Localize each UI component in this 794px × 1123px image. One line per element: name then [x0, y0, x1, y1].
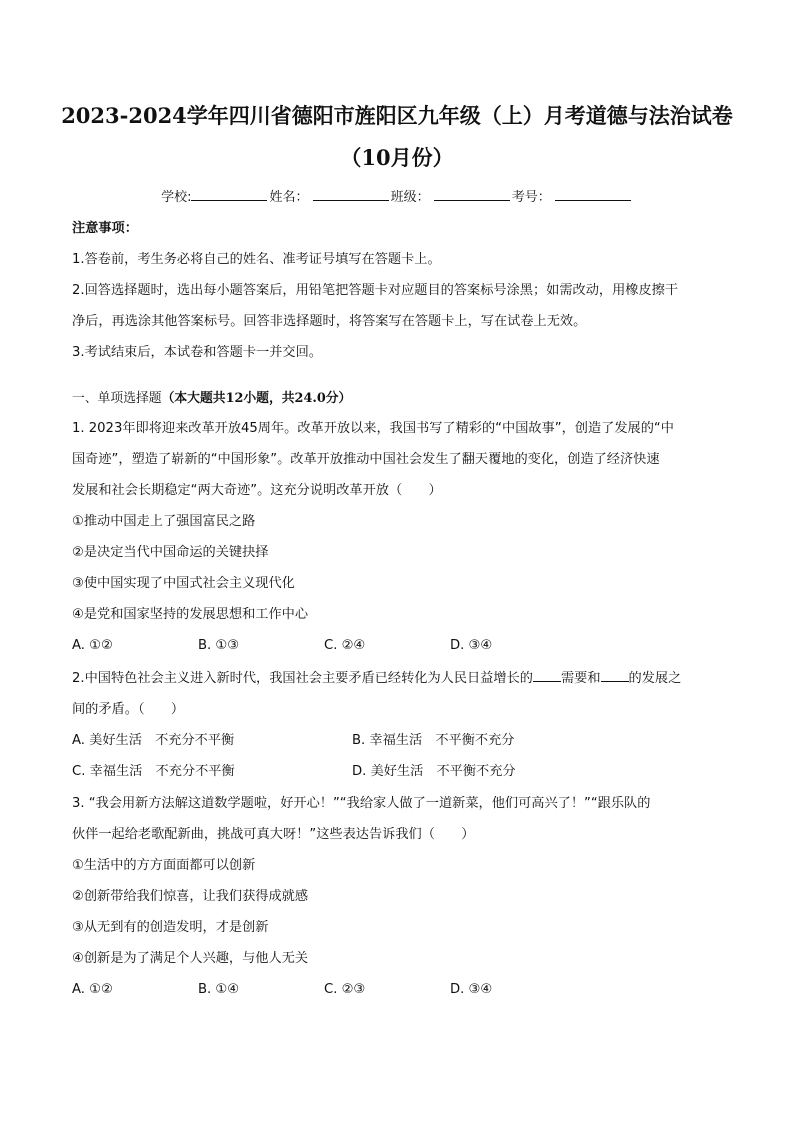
notes-heading: 注意事项：: [72, 221, 138, 236]
section-heading: [72, 385, 722, 413]
statement: ②是决定当代中国命运的关键抉择: [72, 545, 269, 560]
statement: ③从无到有的创造发明，才是创新: [72, 920, 269, 935]
option-c[interactable]: C. ②④: [324, 638, 366, 653]
name-label: 姓名：: [269, 190, 309, 205]
option-b[interactable]: B. ①③: [198, 638, 240, 653]
section-prefix: 一、单项选择题: [72, 391, 162, 406]
number-label: 考号：: [511, 190, 551, 205]
exam-subtitle: （10月份）: [340, 145, 454, 170]
options-row: [72, 756, 722, 787]
name-blank[interactable]: [313, 186, 389, 201]
notes-item: 2.回答选择题时，选出每小题答案后，用铅笔把答题卡对应题目的答案标号涂黑；如需改动，用橡皮擦干: [72, 283, 679, 298]
school-blank[interactable]: [191, 186, 267, 201]
answer-blank: [533, 667, 561, 682]
notes-item: 3.考试结束后，本试卷和答题卡一并交回。: [72, 345, 322, 360]
statement: ③使中国实现了中国式社会主义现代化: [72, 576, 295, 591]
school-label: 学校:: [161, 190, 192, 205]
question-3: [72, 788, 722, 1005]
statement: ①生活中的方方面面都可以创新: [72, 858, 256, 873]
stem-part: 的发展之: [628, 671, 682, 686]
section-detail: （本大题共12小题，共24.0分）: [161, 391, 352, 406]
option-a[interactable]: A. ①②: [72, 982, 113, 997]
question-stem-line: 3. “我会用新方法解这道数学题啦，好开心！”“我给家人做了一道新菜，他们可高兴了！”“跟乐队的: [72, 796, 651, 811]
option-d[interactable]: D. ③④: [450, 638, 493, 653]
option-d[interactable]: D. 美好生活 不平衡不充分: [352, 764, 516, 779]
statement: ②创新带给我们惊喜，让我们获得成就感: [72, 889, 309, 904]
class-blank[interactable]: [434, 186, 510, 201]
statement: ④创新是为了满足个人兴趣，与他人无关: [72, 951, 309, 966]
option-c[interactable]: C. ②③: [324, 982, 366, 997]
option-c[interactable]: C. 幸福生活 不充分不平衡: [72, 764, 235, 779]
notes-block: [72, 213, 722, 368]
question-2: [72, 663, 722, 787]
question-stem-line: 伙伴一起给老歌配新曲，挑战可真大呀！”这些表达告诉我们（ ）: [72, 827, 475, 842]
answer-blank: [601, 667, 629, 682]
question-stem-line: [72, 663, 722, 694]
option-b[interactable]: B. 幸福生活 不平衡不充分: [352, 733, 515, 748]
class-label: 班级：: [390, 190, 430, 205]
options-row: [72, 974, 722, 1005]
question-stem-line: 1. 2023年即将迎来改革开放45周年。改革开放以来，我国书写了精彩的“中国故事”，创造了发展的“中: [72, 421, 674, 436]
question-stem-line: 国奇迹”，塑造了崭新的“中国形象”。改革开放推动中国社会发生了翻天覆地的变化，创造了经济快速: [72, 452, 660, 467]
notes-item: 净后，再选涂其他答案标号。回答非选择题时，将答案写在答题卡上，写在试卷上无效。: [72, 314, 587, 329]
option-b[interactable]: B. ①④: [198, 982, 240, 997]
notes-item: 1.答卷前，考生务必将自己的姓名、准考证号填写在答题卡上。: [72, 252, 441, 267]
stem-part: 需要和: [560, 671, 601, 686]
number-blank[interactable]: [555, 186, 631, 201]
stem-part: 2.中国特色社会主义进入新时代，我国社会主要矛盾已经转化为人民日益增长的: [72, 671, 533, 686]
option-a[interactable]: A. ①②: [72, 638, 113, 653]
options-row: [72, 725, 722, 756]
option-a[interactable]: A. 美好生活 不充分不平衡: [72, 733, 235, 748]
question-stem-line: 间的矛盾。（ ）: [72, 702, 185, 717]
option-d[interactable]: D. ③④: [450, 982, 493, 997]
question-1: [72, 413, 722, 661]
statement: ④是党和国家坚持的发展思想和工作中心: [72, 607, 309, 622]
question-stem-line: 发展和社会长期稳定“两大奇迹”。这充分说明改革开放（ ）: [72, 483, 442, 498]
options-row: [72, 630, 722, 661]
student-info-line: [0, 186, 794, 208]
statement: ①推动中国走上了强国富民之路: [72, 514, 256, 529]
exam-title: 2023-2024学年四川省德阳市旌阳区九年级（上）月考道德与法治试卷: [61, 103, 733, 128]
